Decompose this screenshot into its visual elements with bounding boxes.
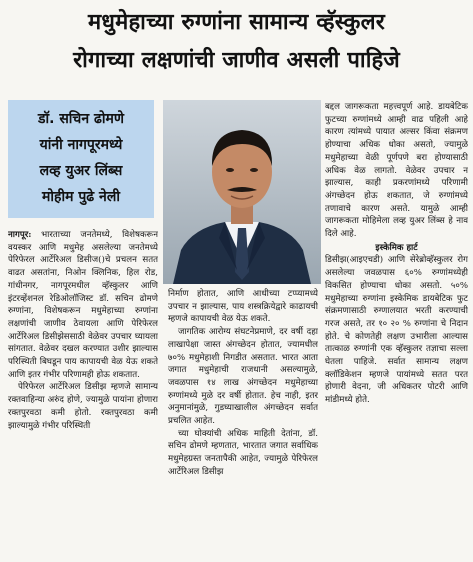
subheadline-line-2: यांनी नागपूरमध्ये	[39, 137, 123, 153]
subheadline-box	[8, 100, 154, 218]
column-2-paragraph-3: च्या घोक्यांची अधिक माहिती देतांना, डॉ. सचिन ढोमणे म्हणतात, भारतात जगात सर्वाधिक मधुमेहग्रस्त जनतापैकी आहेत, ज्यामुळे पेरिफेरल आर्टेरिअल डिसीझ	[168, 428, 318, 477]
column-3-paragraph-1: बद्दल जागरूकता महत्त्वपूर्ण आहे. डायबेटिक फुटच्या रुग्णांमध्ये आम्ही वाढ पहिली आहे कारण त्यांमध्ये पायात अल्सर किंवा संक्रमण होण्याचा अधिक धोका असतो, ज्यामुळे मधुमेहाच्या वेळी पूर्णपणे बरा होण्यासाठी अधिक वेळ लागतो. वेळेवर उपचार न झाल्यास, काही प्रकरणांमध्ये परिणामी अंगच्छेदन होऊ शकतात, जे रुग्णांमध्ये तणावाचे कारण असते. यामुळे आम्ही जागरूकता मोहिमेला लव्ह युअर लिंब्स हे नाव दिले आहे.	[325, 102, 468, 240]
article-column-3	[325, 101, 468, 558]
column-2-paragraph-2: जागतिक आरोग्य संघटनेप्रमाणे, दर वर्षी दहा लाखापेक्षा जास्त अंगच्छेदन होतात, ज्यामधील ७०% मधुमेहाशी निगडीत असतात. भारत आता जगात मधुमेहाची राजधानी असल्यामुळे, जवळपास १४ लाख अंगच्छेदन मधुमेहाच्या रुग्णांमध्ये मुळे दर वर्षी होतात. हेच नाही, इतर अनुमानांमुळे, गुडघ्याखालील अंगच्छेदन सर्वात प्रचलित आहेत.	[168, 327, 318, 427]
column-1-paragraph-1: भारताच्या जनतेमध्ये, विशेषकरून वयस्कर आणि मधुमेह असलेल्या जनतेमध्ये पेरिफेरल आर्टेरिअल डिसीज()चे प्रचलन सतत वाढत असतांना, निओन क्लिनिक, हिल रोड, गांधीनगर, नागपूरमधील व्हॅस्कुलर आणि इंटरव्हेंशनल रेडिओलॉजिस्ट डॉ. सचिन ढोमणे रुग्णांना, विशेषकरून मधुमेहाच्या रुग्णांना लक्षणांची जाणीव ठेवायला आणि पेरिफेरल आर्टेरिअल डिसीझेससाठी वेळेवर उपचार घ्यायला सांगतात. वेळेवर दखल करण्यात उशीर झाल्यास परिस्थिती बिघडून पाय कापायची वेळ येऊ शकते आणि इतर गंभीर परिणामही होऊ शकतात.	[8, 230, 158, 380]
column-3-paragraph-2: डिसीझ(आइएचडी) आणि सेरेब्रोव्हॅस्कुलर रोग असलेल्या जवळपास ६०% रुग्णांमध्येही विकसित होण्याचा धोका असतो. ५०% मधुमेहाच्या रुग्णांना इस्केमिक डायबेटिक फुट संक्रमणासाठी रुग्णालयात भरती करण्याची गरज असते, तर १० २० % रुग्णांना चे निदान होते. चे कोणतेही लक्षण उभारीला आल्यास तात्काळ रुग्णांनी एक व्हॅस्कुलर तज्ञाचा सल्ला घेतला पाहिजे. सर्वात सामान्य लक्षण क्लॉडिकेशन म्हणजे पायांमध्ये सतत परत होणारी वेदना, जी अधिकतर पोटरी आणि मांडीमध्ये होते.	[325, 255, 468, 406]
article-column-1	[8, 229, 158, 557]
doctor-portrait-illustration	[163, 100, 321, 284]
column-1-paragraph-2: पेरिफेरल आर्टेरिअल डिसीझ म्हणजे सामान्य रक्तवाहिन्या अरुंद होणे, ज्यामुळे पायांना होणारा रक्तपुरवठा कमी होतो. रक्तपुरवठा कमी झाल्यामुळे गंभीर परिस्थिती	[8, 382, 158, 431]
dateline: नागपूर:	[8, 230, 32, 240]
doctor-portrait-photo	[163, 100, 321, 284]
column-2-paragraph-1: निर्माण होतात, आणि आधीच्या टप्प्यामध्ये उपचार न झाल्यास, पाय शस्त्रक्रियेद्वारे काढायची म्हणजे कापायची वेळ येऊ शकते.	[168, 289, 318, 325]
headline-line-2: रोगाच्या लक्षणांची जाणीव असली पाहिजे	[73, 48, 400, 73]
headline-line-1: मधुमेहाच्या रुग्णांना सामान्य व्हॅस्कुलर	[88, 10, 385, 35]
column-3-subheading: इस्केमिक हार्ट	[375, 242, 418, 253]
article-column-2	[168, 288, 318, 558]
subheadline-line-4: मोहीम पुढे नेली	[42, 189, 120, 205]
subheadline-line-3: लव्ह युअर लिंब्स	[39, 163, 123, 179]
subheadline-line-1: डॉ. सचिन ढोमणे	[38, 111, 124, 127]
